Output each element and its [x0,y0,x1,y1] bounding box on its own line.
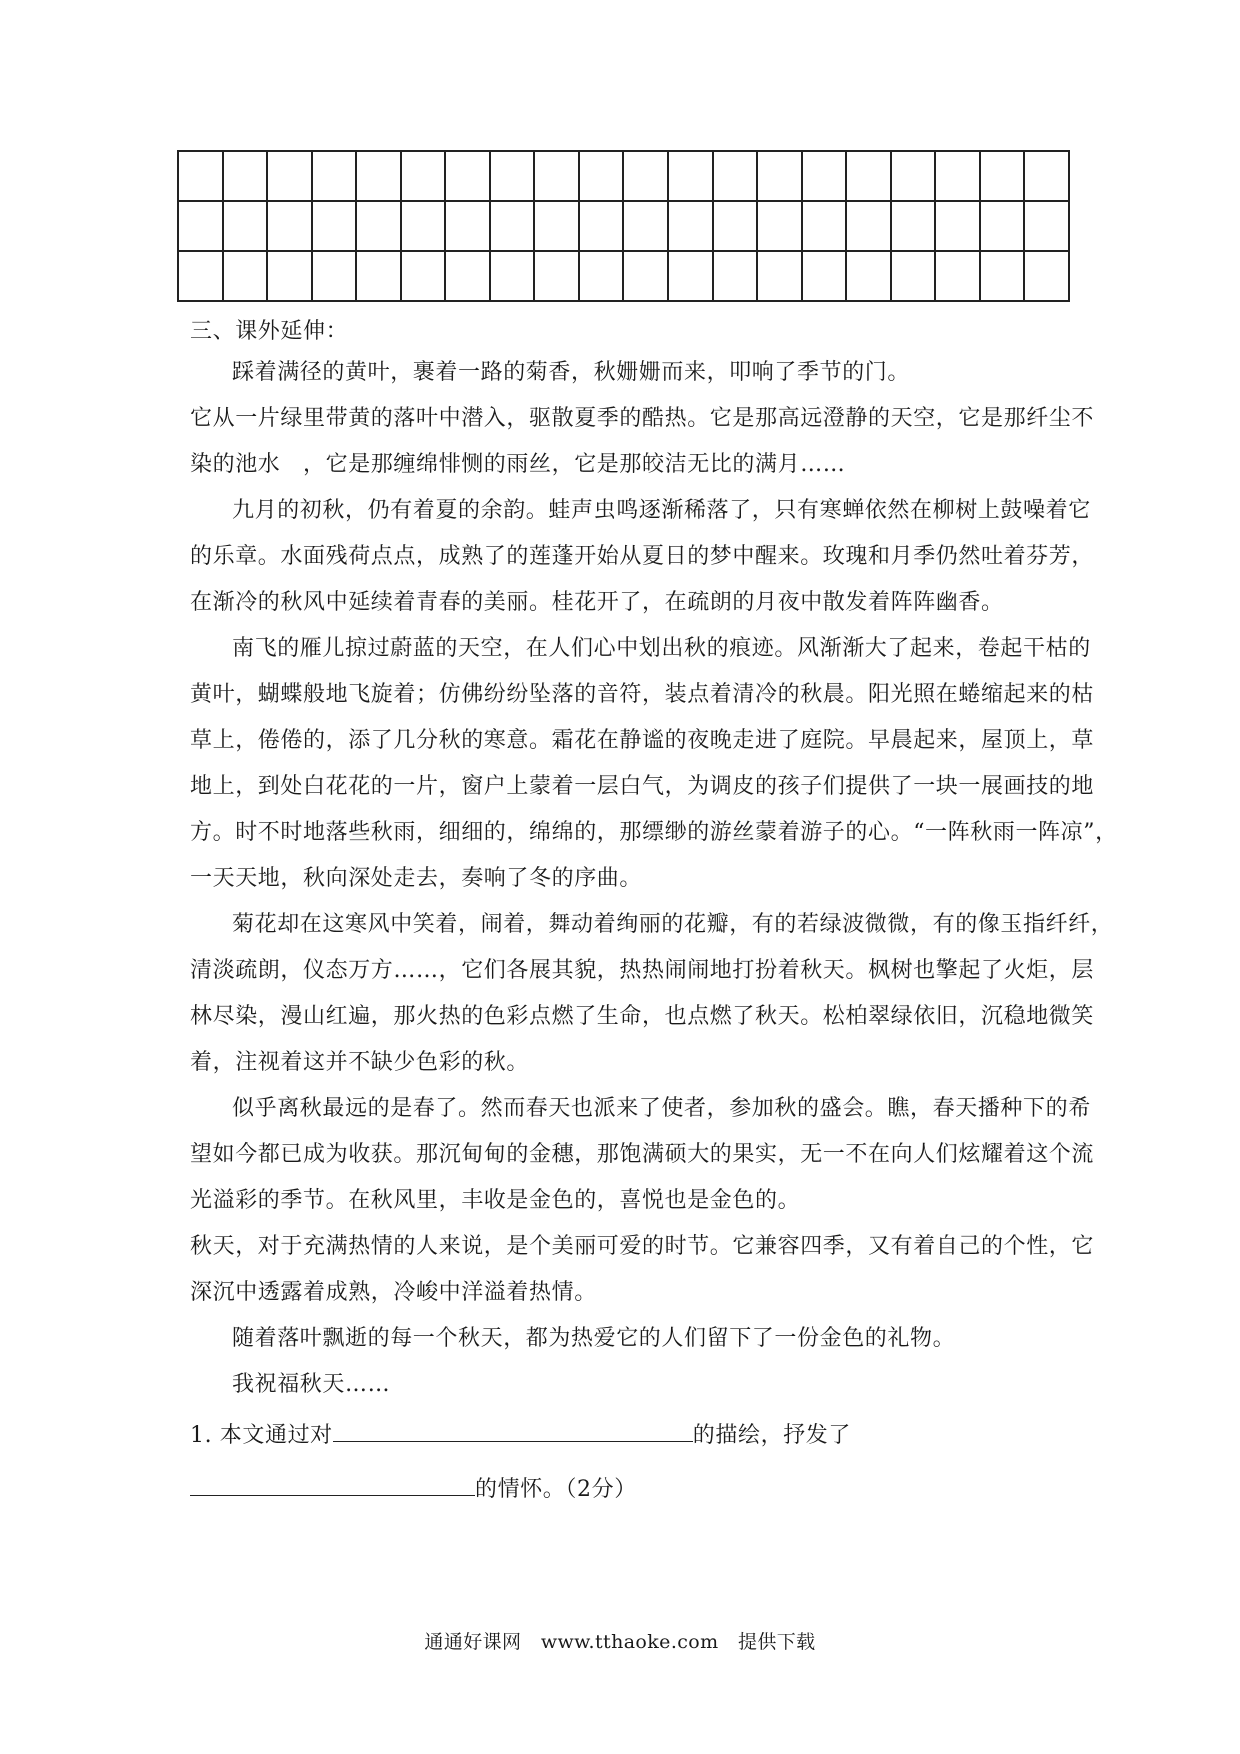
grid-cell[interactable] [935,151,980,201]
grid-row [178,151,1069,201]
grid-cell[interactable] [623,151,668,201]
answer-blank-2[interactable] [190,1473,475,1496]
passage-line: 似乎离秋最远的是春了。然而春天也派来了使者，参加秋的盛会。瞧，春天播种下的希 [232,1096,1091,1121]
passage-line: 着，注视着这并不缺少色彩的秋。 [190,1050,530,1075]
grid-cell[interactable] [846,251,891,301]
grid-cell[interactable] [668,251,713,301]
grid-cell[interactable] [713,151,758,201]
grid-cell[interactable] [534,201,579,251]
grid-cell[interactable] [980,151,1025,201]
writing-grid [177,150,1070,302]
grid-row [178,251,1069,301]
grid-cell[interactable] [267,151,312,201]
grid-cell[interactable] [802,201,847,251]
grid-cell[interactable] [579,251,624,301]
grid-cell[interactable] [1024,201,1069,251]
grid-cell[interactable] [445,151,490,201]
grid-cell[interactable] [713,251,758,301]
grid-cell[interactable] [178,251,223,301]
grid-cell[interactable] [891,251,936,301]
passage-line: 一天天地，秋向深处走去，奏响了冬的序曲。 [190,866,643,891]
grid-cell[interactable] [223,151,268,201]
grid-cell[interactable] [267,201,312,251]
grid-cell[interactable] [668,151,713,201]
question-1-middle: 的描绘，抒发了 [692,1423,851,1448]
grid-cell[interactable] [757,251,802,301]
grid-cell[interactable] [623,251,668,301]
passage-line: 方。时不时地落些秋雨，细细的，绵绵的，那缥缈的游丝蒙着游子的心。“一阵秋雨一阵凉”， [190,820,1118,845]
grid-cell[interactable] [356,251,401,301]
grid-cell[interactable] [490,201,535,251]
grid-cell[interactable] [891,201,936,251]
grid-cell[interactable] [579,201,624,251]
grid-cell[interactable] [223,201,268,251]
passage-line: 它从一片绿里带黄的落叶中潜入，驱散夏季的酷热。它是那高远澄静的天空，它是那纤尘不 [190,406,1095,431]
grid-cell[interactable] [891,151,936,201]
question-1-line-2 [190,1473,1060,1504]
passage-line: 踩着满径的黄叶，裹着一路的菊香，秋姗姗而来，叩响了季节的门。 [232,360,911,385]
grid-cell[interactable] [445,201,490,251]
passage-line: 的乐章。水面残荷点点，成熟了的莲蓬开始从夏日的梦中醒来。玫瑰和月季仍然吐着芬芳， [190,544,1095,569]
answer-blank-1[interactable] [333,1419,693,1442]
grid-cell[interactable] [757,151,802,201]
grid-cell[interactable] [534,151,579,201]
passage-line: 秋天，对于充满热情的人来说，是个美丽可爱的时节。它兼容四季，又有着自己的个性，它 [190,1234,1095,1259]
footer-credit: 通通好课网 www.tthaoke.com 提供下载 [424,1631,816,1653]
passage-line: 林尽染，漫山红遍，那火热的色彩点燃了生命，也点燃了秋天。松柏翠绿依旧，沉稳地微笑 [190,1004,1095,1029]
grid-row [178,201,1069,251]
grid-cell[interactable] [312,251,357,301]
grid-cell[interactable] [401,201,446,251]
grid-cell[interactable] [401,151,446,201]
grid-cell[interactable] [312,201,357,251]
passage-line: 南飞的雁儿掠过蔚蓝的天空，在人们心中划出秋的痕迹。风渐渐大了起来，卷起干枯的 [232,636,1091,661]
grid-cell[interactable] [846,151,891,201]
grid-cell[interactable] [178,201,223,251]
grid-cell[interactable] [490,151,535,201]
grid-cell[interactable] [223,251,268,301]
grid-cell[interactable] [980,201,1025,251]
grid-cell[interactable] [356,151,401,201]
grid-cell[interactable] [1024,251,1069,301]
passage-line: 我祝福秋天…… [232,1372,391,1397]
grid-cell[interactable] [356,201,401,251]
passage-line: 随着落叶飘逝的每一个秋天，都为热爱它的人们留下了一份金色的礼物。 [232,1326,956,1351]
grid-cell[interactable] [178,151,223,201]
grid-cell[interactable] [846,201,891,251]
grid-cell[interactable] [980,251,1025,301]
passage-line: 在渐冷的秋风中延续着青春的美丽。桂花开了，在疏朗的月夜中散发着阵阵幽香。 [190,590,1004,615]
question-1-line-1 [190,1419,1060,1450]
grid-cell[interactable] [401,251,446,301]
grid-cell[interactable] [267,251,312,301]
passage-line: 深沉中透露着成熟，冷峻中洋溢着热情。 [190,1280,597,1305]
grid-cell[interactable] [802,251,847,301]
section-heading: 三、课外延伸： [190,319,349,344]
grid-cell[interactable] [713,201,758,251]
grid-cell[interactable] [935,251,980,301]
passage-line: 望如今都已成为收获。那沉甸甸的金穗，那饱满硕大的果实，无一不在向人们炫耀着这个流 [190,1142,1095,1167]
passage-line: 地上，到处白花花的一片，窗户上蒙着一层白气，为调皮的孩子们提供了一块一展画技的地 [190,774,1095,799]
passage-line: 黄叶，蝴蝶般地飞旋着；仿佛纷纷坠落的音符，装点着清冷的秋晨。阳光照在蜷缩起来的枯 [190,682,1095,707]
grid-cell[interactable] [668,201,713,251]
passage-line: 光溢彩的季节。在秋风里，丰收是金色的，喜悦也是金色的。 [190,1188,801,1213]
grid-cell[interactable] [312,151,357,201]
grid-cell[interactable] [757,201,802,251]
grid-cell[interactable] [445,251,490,301]
question-1-prefix: 1. 本文通过对 [190,1423,333,1448]
grid-cell[interactable] [534,251,579,301]
grid-cell[interactable] [1024,151,1069,201]
grid-cell[interactable] [802,151,847,201]
grid-cell[interactable] [490,251,535,301]
grid-cell[interactable] [579,151,624,201]
grid-cell[interactable] [623,201,668,251]
passage-line: 草上，倦倦的，添了几分秋的寒意。霜花在静谧的夜晚走进了庭院。早晨起来，屋顶上，草 [190,728,1095,753]
grid-cell[interactable] [935,201,980,251]
passage-line: 染的池水 ，它是那缠绵悱恻的雨丝，它是那皎洁无比的满月…… [190,452,846,477]
question-1-suffix: 的情怀。（2分） [475,1477,637,1502]
passage-line: 九月的初秋，仍有着夏的余韵。蛙声虫鸣逐渐稀落了，只有寒蝉依然在柳树上鼓噪着它 [232,498,1091,523]
passage-line: 清淡疏朗，仪态万方……，它们各展其貌，热热闹闹地打扮着秋天。枫树也擎起了火炬，层 [190,958,1095,983]
passage-line: 菊花却在这寒风中笑着，闹着，舞动着绚丽的花瓣，有的若绿波微微，有的像玉指纤纤， [232,912,1114,937]
